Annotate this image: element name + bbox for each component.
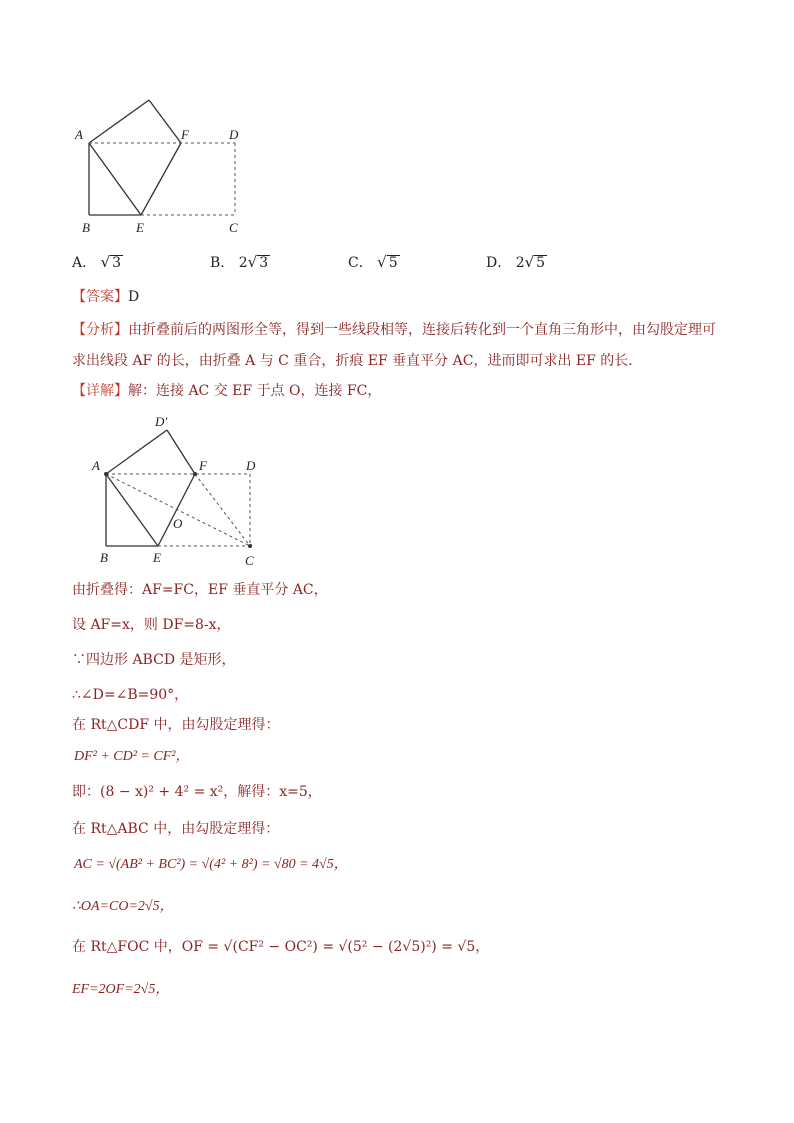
step-1: 由折叠得：AF=FC，EF 垂直平分 AC， [72,582,328,598]
fold-edge-dprime-f [149,100,181,143]
step-7: 即：(8 − x)² + 4² = x²，解得：x=5， [72,784,322,800]
label-A: A [75,127,83,142]
step-5: 在 Rt△CDF 中，由勾股定理得： [72,717,280,733]
figure-2-diagram [85,410,275,575]
diagonal-ac [106,474,250,546]
step-2: 设 AF=x，则 DF=8-x， [72,617,231,633]
label-D-prime: D′ [155,414,168,429]
figure-1-diagram [60,90,270,250]
label-E: E [153,550,161,565]
label-C: C [229,220,238,235]
step-9: AC = √(AB² + BC²) = √(4² + 8²) = √80 = 4√5， [74,857,348,872]
analysis-tag: 【分析】 [72,322,128,338]
segment-fc [195,474,250,546]
option-c[interactable]: C． √ 5 [348,253,398,271]
fold-edge-a-dprime [89,100,149,143]
option-d[interactable]: D． 2√ 5 [486,253,546,271]
label-O: O [173,516,183,531]
answer-tag: 【答案】 [72,289,128,305]
analysis-line-1: 【分析】由折叠前后的两图形全等，得到一些线段相等，连接后转化到一个直角三角形中，由勾股定理可 [72,322,716,338]
step-3: ∵四边形 ABCD 是矩形， [72,652,236,668]
option-b[interactable]: B． 2√ 3 [210,253,269,271]
label-D: D [246,458,256,473]
label-F: F [199,458,207,473]
analysis-line-2: 求出线段 AF 的长，由折叠 A 与 C 重合，折痕 EF 垂直平分 AC，进而即可求出 EF 的长． [72,353,643,369]
segment-ae [89,143,141,215]
detail-intro: 【详解】解：连接 AC 交 EF 于点 O，连接 FC， [72,383,382,399]
step-4: ∴∠D=∠B=90°， [72,687,189,703]
label-C: C [245,553,254,568]
label-E: E [136,220,144,235]
step-12: EF=2OF=2√5， [72,982,170,997]
detail-tag: 【详解】 [72,383,128,399]
step-10: ∴OA=CO=2√5， [72,899,174,914]
answer-line [72,287,139,307]
step-6: DF² + CD² = CF²， [74,749,190,764]
label-A: A [92,458,100,473]
option-a[interactable]: A． √ 3 [72,253,122,271]
answer-value: D [128,289,140,305]
step-11: 在 Rt△FOC 中，OF = √(CF² − OC²) = √(5² − (2√5)²) = √5， [72,939,490,955]
label-B: B [100,550,108,565]
label-B: B [82,220,90,235]
label-F: F [181,127,189,142]
step-8: 在 Rt△ABC 中，由勾股定理得： [72,821,280,837]
label-D: D [229,127,239,142]
crease-fe [141,143,181,215]
